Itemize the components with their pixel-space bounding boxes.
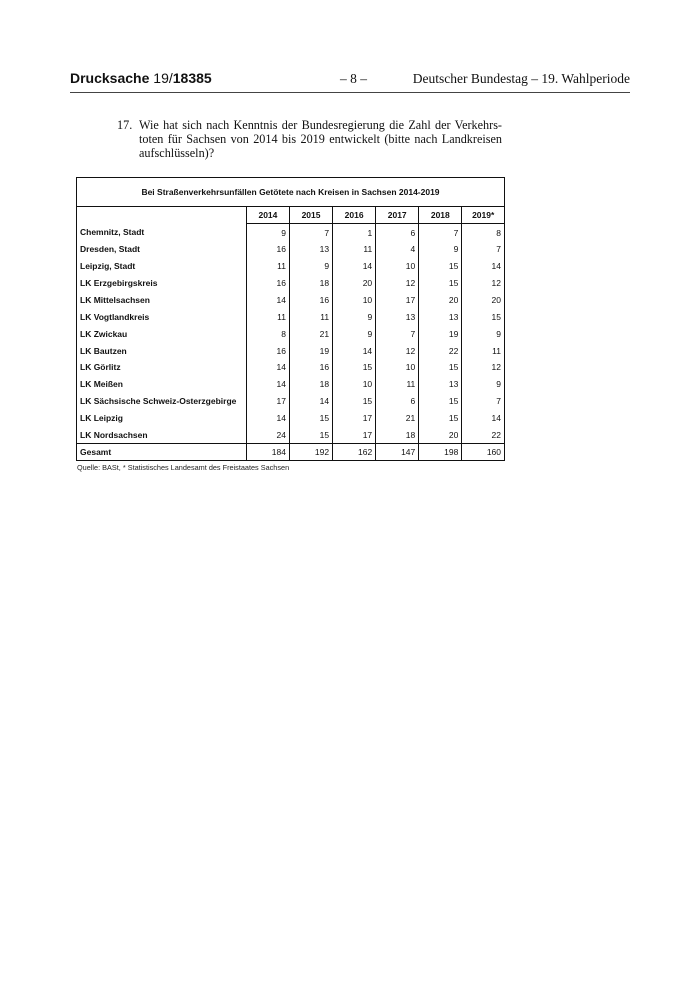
district-label: LK Zwickau <box>77 325 246 342</box>
cell-value: 20 <box>333 275 376 292</box>
cell-value: 21 <box>376 410 419 427</box>
district-label: LK Meißen <box>77 376 246 393</box>
fatalities-table <box>76 177 505 461</box>
cell-value: 7 <box>496 244 501 255</box>
cell-value: 12 <box>491 278 501 288</box>
district-label: LK Bautzen <box>77 342 246 359</box>
cell-value: 17 <box>333 427 376 444</box>
table-row <box>77 241 504 258</box>
cell-value: 13 <box>376 308 419 325</box>
cell-value: 15 <box>419 275 462 292</box>
cell-value: 16 <box>289 359 332 376</box>
table-title: Bei Straßenverkehrsunfällen Getötete nach Kreisen in Sachsen 2014-2019 <box>77 178 504 207</box>
question-text: Wie hat sich nach Kenntnis der Bundesregierung die Zahl der Verkehrs-toten für Sachsen von 2014 bis 2019 entwickelt (bitte nach Landkreisen aufschlüsseln)? <box>139 118 502 160</box>
table-body <box>77 224 504 460</box>
cell-value: 19 <box>419 325 462 342</box>
cell-value: 10 <box>333 376 376 393</box>
cell-value: 14 <box>333 258 376 275</box>
cell-value: 14 <box>491 413 501 424</box>
data-table <box>77 207 504 460</box>
total-value: 160 <box>462 443 504 460</box>
cell-value: 6 <box>376 393 419 410</box>
cell-value: 10 <box>333 291 376 308</box>
doc-number-suffix: 18385 <box>172 70 212 86</box>
question-number: 17. <box>117 118 133 132</box>
cell-value: 11 <box>492 345 501 356</box>
cell-value: 7 <box>376 325 419 342</box>
cell-value: 20 <box>419 427 462 444</box>
district-label: LK Sächsische Schweiz-Osterzgebirge <box>77 393 246 410</box>
cell-value: 18 <box>289 275 332 292</box>
cell-value: 15 <box>289 410 332 427</box>
year-header: 2015 <box>289 207 332 224</box>
cell-value: 9 <box>333 308 376 325</box>
page-header <box>70 68 630 93</box>
district-label: LK Görlitz <box>77 359 246 376</box>
cell-value: 15 <box>419 258 462 275</box>
cell-value: 9 <box>289 258 332 275</box>
cell-value: 20 <box>491 294 501 305</box>
year-header: 2018 <box>419 207 462 224</box>
total-value: 192 <box>289 443 332 460</box>
cell-value: 9 <box>496 379 501 390</box>
cell-value: 11 <box>289 308 332 325</box>
district-label: LK Leipzig <box>77 410 246 427</box>
cell-value: 9 <box>333 325 376 342</box>
cell-value: 9 <box>496 328 501 339</box>
source-note: Quelle: BASt, * Statistisches Landesamt des Freistaates Sachsen <box>77 463 290 472</box>
cell-value: 15 <box>333 359 376 376</box>
cell-value: 10 <box>376 258 419 275</box>
total-value: 162 <box>333 443 376 460</box>
table-row <box>77 224 504 241</box>
cell-value: 9 <box>419 241 462 258</box>
header-corner <box>77 207 246 224</box>
cell-value: 16 <box>246 241 289 258</box>
year-header: 2019* <box>462 207 504 224</box>
cell-value: 14 <box>246 359 289 376</box>
cell-value: 19 <box>289 342 332 359</box>
cell-value: 21 <box>289 325 332 342</box>
district-label: LK Mittelsachsen <box>77 291 246 308</box>
cell-value: 11 <box>246 258 289 275</box>
cell-value: 17 <box>333 410 376 427</box>
cell-value: 20 <box>419 291 462 308</box>
total-row <box>77 443 504 460</box>
total-value: 184 <box>246 443 289 460</box>
table-row <box>77 410 504 427</box>
cell-value: 14 <box>246 376 289 393</box>
district-label: LK Vogtlandkreis <box>77 308 246 325</box>
table-row <box>77 308 504 325</box>
table-row <box>77 325 504 342</box>
district-label: Dresden, Stadt <box>77 241 246 258</box>
district-label: LK Erzgebirgskreis <box>77 275 246 292</box>
cell-value: 11 <box>376 376 419 393</box>
cell-value: 11 <box>246 308 289 325</box>
cell-value: 17 <box>376 291 419 308</box>
cell-value: 22 <box>419 342 462 359</box>
cell-value: 12 <box>376 342 419 359</box>
cell-value: 8 <box>246 325 289 342</box>
cell-value: 9 <box>246 224 289 241</box>
cell-value: 15 <box>333 393 376 410</box>
cell-value: 12 <box>491 362 501 373</box>
cell-value: 24 <box>246 427 289 444</box>
cell-value: 10 <box>376 359 419 376</box>
parliament-label: Deutscher Bundestag – 19. Wahlperiode <box>412 71 630 86</box>
table-row <box>77 427 504 444</box>
cell-value: 16 <box>246 275 289 292</box>
year-header: 2016 <box>333 207 376 224</box>
cell-value: 7 <box>496 396 501 407</box>
cell-value: 22 <box>491 429 501 440</box>
cell-value: 7 <box>419 224 462 241</box>
cell-value: 16 <box>289 291 332 308</box>
cell-value: 14 <box>491 261 501 272</box>
cell-value: 15 <box>419 410 462 427</box>
cell-value: 8 <box>496 227 501 238</box>
table-row <box>77 342 504 359</box>
cell-value: 18 <box>289 376 332 393</box>
cell-value: 16 <box>246 342 289 359</box>
table-row <box>77 393 504 410</box>
district-label: Chemnitz, Stadt <box>77 224 246 241</box>
cell-value: 15 <box>289 427 332 444</box>
year-header: 2014 <box>246 207 289 224</box>
cell-value: 13 <box>419 308 462 325</box>
cell-value: 1 <box>333 224 376 241</box>
table-row <box>77 359 504 376</box>
cell-value: 7 <box>289 224 332 241</box>
total-value: 198 <box>419 443 462 460</box>
table-row <box>77 275 504 292</box>
cell-value: 11 <box>333 241 376 258</box>
total-label: Gesamt <box>77 443 246 460</box>
cell-value: 13 <box>419 376 462 393</box>
total-value: 147 <box>376 443 419 460</box>
cell-value: 17 <box>246 393 289 410</box>
doc-label: Drucksache <box>70 70 150 86</box>
cell-value: 15 <box>491 311 501 322</box>
doc-number-prefix: 19/ <box>153 70 173 86</box>
cell-value: 6 <box>376 224 419 241</box>
cell-value: 14 <box>246 410 289 427</box>
year-header: 2017 <box>376 207 419 224</box>
header-row <box>77 207 504 224</box>
table-row <box>77 291 504 308</box>
table-row <box>77 376 504 393</box>
cell-value: 13 <box>289 241 332 258</box>
cell-value: 15 <box>419 359 462 376</box>
table-row <box>77 258 504 275</box>
cell-value: 14 <box>333 342 376 359</box>
cell-value: 4 <box>376 241 419 258</box>
district-label: LK Nordsachsen <box>77 427 246 444</box>
cell-value: 14 <box>246 291 289 308</box>
document-number <box>70 70 212 86</box>
district-label: Leipzig, Stadt <box>77 258 246 275</box>
cell-value: 14 <box>289 393 332 410</box>
page-number: – 8 – <box>340 71 367 86</box>
cell-value: 18 <box>376 427 419 444</box>
cell-value: 15 <box>419 393 462 410</box>
cell-value: 12 <box>376 275 419 292</box>
